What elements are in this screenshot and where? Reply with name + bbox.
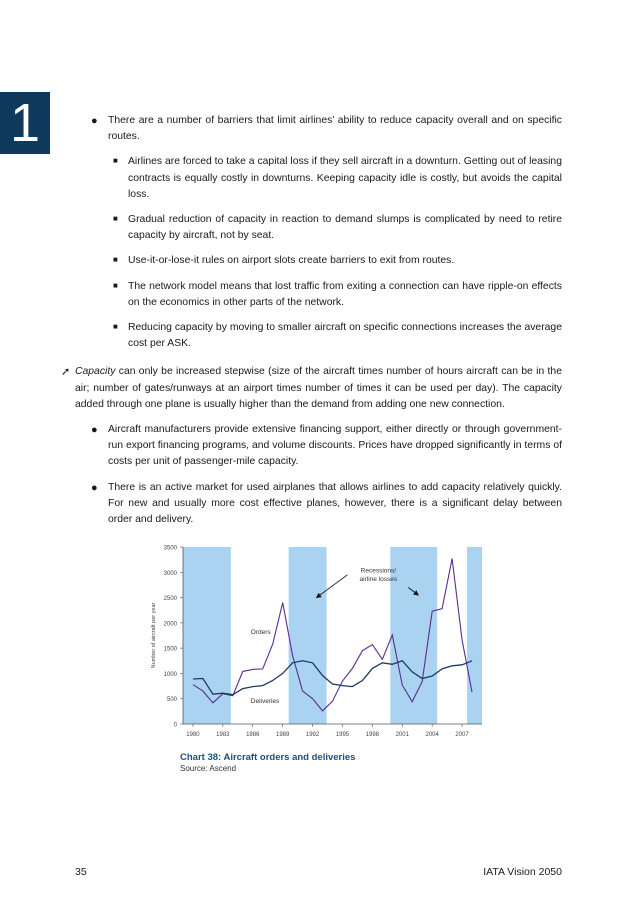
chart-caption	[180, 752, 355, 773]
sub-bullet-text: The network model means that lost traffic from exiting a connection can have ripple-on effects on the economics in other parts of the network.	[128, 280, 562, 308]
y-tick-label: 2000	[163, 621, 177, 628]
y-tick-label: 1000	[163, 671, 177, 678]
bullet-text: There are a number of barriers that limit airlines’ ability to reduce capacity overall and on specific routes.	[108, 115, 562, 143]
chart-container	[145, 540, 490, 745]
bullet-dot-icon: ●	[91, 115, 98, 127]
square-bullet-icon: ■	[113, 214, 118, 224]
recession-band	[183, 547, 231, 724]
y-axis-label: Number of aircraft per year	[151, 602, 157, 669]
caption-title: Chart 38: Aircraft orders and deliveries	[180, 752, 356, 763]
x-tick-label: 1998	[365, 732, 380, 738]
x-tick-label: 1983	[216, 732, 230, 738]
recession-annotation-line2: airline losses	[359, 575, 398, 583]
sub-bullet	[75, 320, 562, 352]
orders-label: Orders	[250, 628, 271, 636]
sub-bullet	[75, 154, 562, 203]
y-tick-label: 2500	[163, 596, 177, 603]
sub-bullet-text: Gradual reduction of capacity in reaction to demand slumps is complicated by need to retire capacity by aircraft, not by seat.	[128, 214, 562, 242]
capacity-lead: Capacity	[75, 366, 116, 378]
sub-bullet-text: Reducing capacity by moving to smaller aircraft on specific connections increases the average cost per ASK.	[128, 322, 562, 350]
recession-band	[289, 547, 327, 724]
square-bullet-icon: ■	[113, 255, 118, 265]
sub-bullet	[75, 253, 562, 269]
square-bullet-icon: ■	[113, 280, 118, 290]
x-tick-label: 1980	[186, 732, 200, 738]
capacity-point	[61, 364, 562, 413]
x-tick-label: 2004	[425, 732, 439, 738]
recession-annotation-line1: Recessions/	[360, 567, 397, 575]
y-tick-label: 3500	[163, 545, 177, 552]
bullet-financing	[75, 422, 562, 471]
bullet-dot-icon: ●	[91, 481, 98, 494]
y-tick-label: 0	[173, 722, 177, 729]
x-tick-label: 1995	[335, 732, 350, 738]
arrow-icon: ➚	[61, 366, 71, 379]
deliveries-label: Deliveries	[250, 697, 280, 705]
bullet-dot-icon: ●	[91, 424, 98, 437]
caption-source: Source: Ascend	[180, 764, 237, 773]
square-bullet-icon: ■	[113, 322, 118, 332]
y-tick-label: 1500	[163, 646, 177, 653]
x-tick-label: 2007	[455, 732, 469, 738]
capacity-text	[75, 364, 562, 413]
sub-bullet	[75, 279, 562, 311]
sub-bullet-text: Airlines are forced to take a capital loss if they sell aircraft in a downturn. Getting out of leasing contracts is equally costly in downturns. Keeping capacity idle is costly, but avoids the capital loss.	[128, 156, 562, 200]
square-bullet-icon: ■	[113, 156, 118, 166]
orders-deliveries-chart	[145, 540, 490, 745]
bullet-text: There is an active market for used airplanes that allows airlines to add capacity relatively quickly. For new and usually more cost effective planes, however, there is a significant delay between order and delivery.	[108, 481, 562, 526]
x-tick-label: 1989	[275, 732, 290, 738]
x-tick-label: 1986	[246, 732, 260, 738]
y-tick-label: 3000	[163, 570, 177, 577]
doc-title: IATA Vision 2050	[483, 866, 562, 878]
bullet-barriers	[75, 113, 562, 145]
y-tick-label: 500	[166, 697, 177, 704]
capacity-body: can only be increased stepwise (size of the aircraft times number of hours aircraft can be in the air; number of gates/runways at an airport times number of times it can be used per day). The capacity added through one plane is usually higher than the demand from adding one new connection.	[75, 366, 562, 410]
sub-bullet-text: Use-it-or-lose-it rules on airport slots create barriers to exit from routes.	[128, 255, 455, 267]
chapter-number-tab: 1	[0, 92, 50, 154]
page-number: 35	[75, 866, 87, 878]
body-text	[61, 113, 562, 537]
x-tick-label: 2001	[395, 732, 409, 738]
bullet-text: Aircraft manufacturers provide extensive financing support, either directly or through government-run export financing programs, and volume discounts. Prices have dropped significantly in terms of costs per unit of passenger-mile capacity.	[108, 424, 562, 468]
recession-band	[467, 547, 482, 724]
x-tick-label: 1992	[305, 732, 320, 738]
bullet-used-market	[75, 480, 562, 529]
sub-bullet	[75, 212, 562, 244]
